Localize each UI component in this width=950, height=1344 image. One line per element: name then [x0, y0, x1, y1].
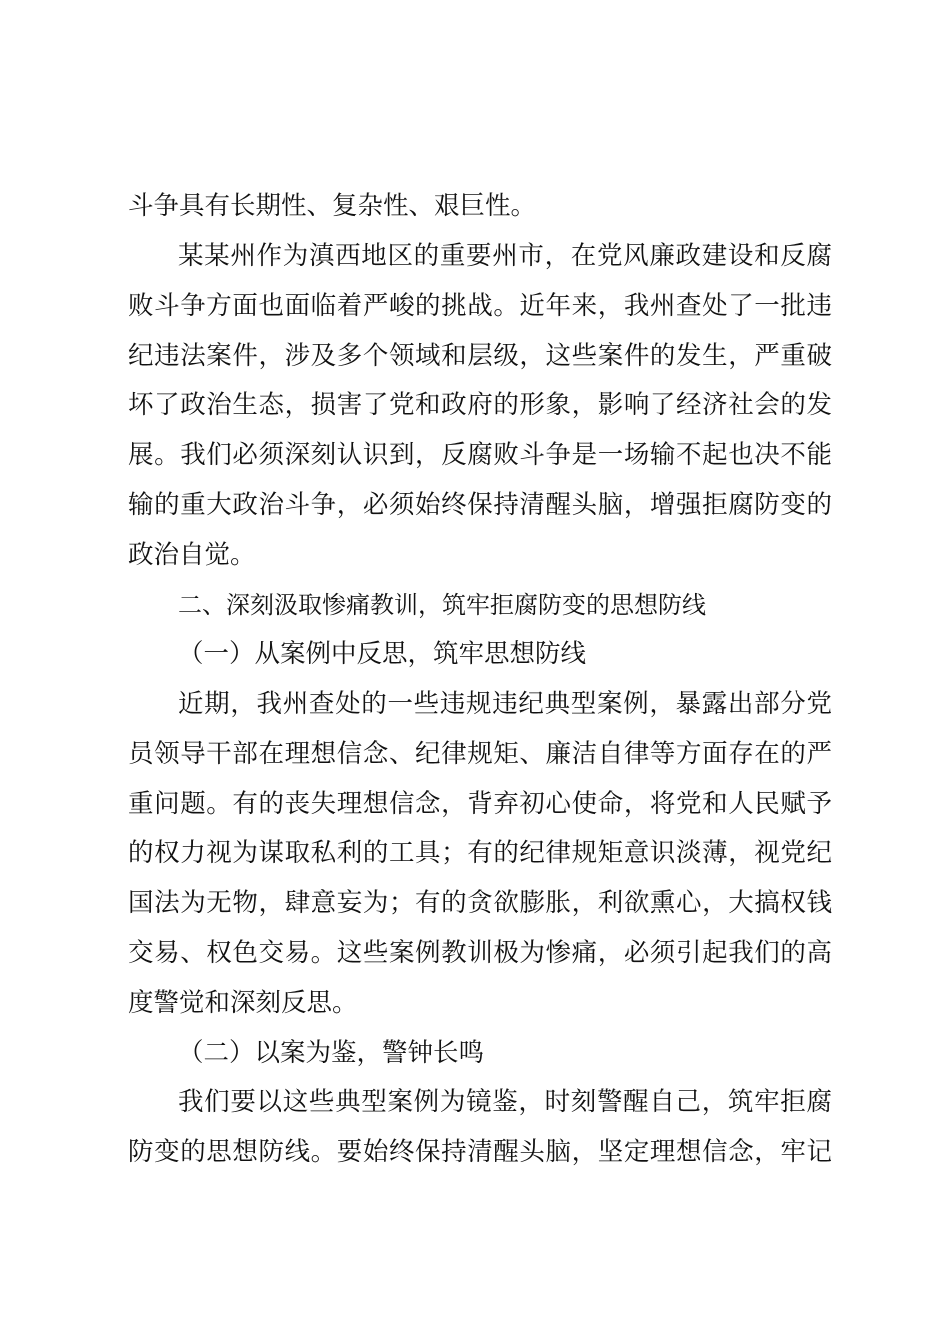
section-heading: 二、深刻汲取惨痛教训，筑牢拒腐防变的思想防线 [178, 591, 706, 619]
body-text-line: 某某州作为滇西地区的重要州市，在党风廉政建设和反腐 [178, 241, 832, 271]
body-text-line: 的权力视为谋取私利的工具；有的纪律规矩意识淡薄，视党纪 [128, 838, 832, 868]
subsection-heading: （一）从案例中反思，筑牢思想防线 [178, 639, 587, 669]
body-text-line: 员领导干部在理想信念、纪律规矩、廉洁自律等方面存在的严 [128, 739, 832, 769]
body-text-line: 纪违法案件，涉及多个领域和层级，这些案件的发生，严重破 [128, 341, 832, 371]
body-text-line: 我们要以这些典型案例为镜鉴，时刻警醒自己，筑牢拒腐 [178, 1087, 832, 1117]
body-text-line: 国法为无物，肆意妄为；有的贪欲膨胀，利欲熏心，大搞权钱 [128, 888, 832, 918]
body-text-line: 斗争具有长期性、复杂性、艰巨性。 [128, 191, 537, 221]
body-text-line: 坏了政治生态，损害了党和政府的形象，影响了经济社会的发 [128, 390, 832, 420]
subsection-heading: （二）以案为鉴，警钟长鸣 [178, 1038, 485, 1068]
body-text-line: 政治自觉。 [128, 540, 256, 570]
body-text-line: 展。我们必须深刻认识到，反腐败斗争是一场输不起也决不能 [128, 440, 832, 470]
body-text-line: 重问题。有的丧失理想信念，背弃初心使命，将党和人民赋予 [128, 789, 832, 819]
body-text-line: 败斗争方面也面临着严峻的挑战。近年来，我州查处了一批违 [128, 291, 832, 321]
body-text-line: 输的重大政治斗争，必须始终保持清醒头脑，增强拒腐防变的 [128, 490, 832, 520]
body-text-line: 度警觉和深刻反思。 [128, 988, 358, 1018]
body-text-line: 防变的思想防线。要始终保持清醒头脑，坚定理想信念，牢记 [128, 1137, 832, 1167]
body-text-line: 交易、权色交易。这些案例教训极为惨痛，必须引起我们的高 [128, 938, 832, 968]
body-text-line: 近期，我州查处的一些违规违纪典型案例，暴露出部分党 [178, 689, 832, 719]
